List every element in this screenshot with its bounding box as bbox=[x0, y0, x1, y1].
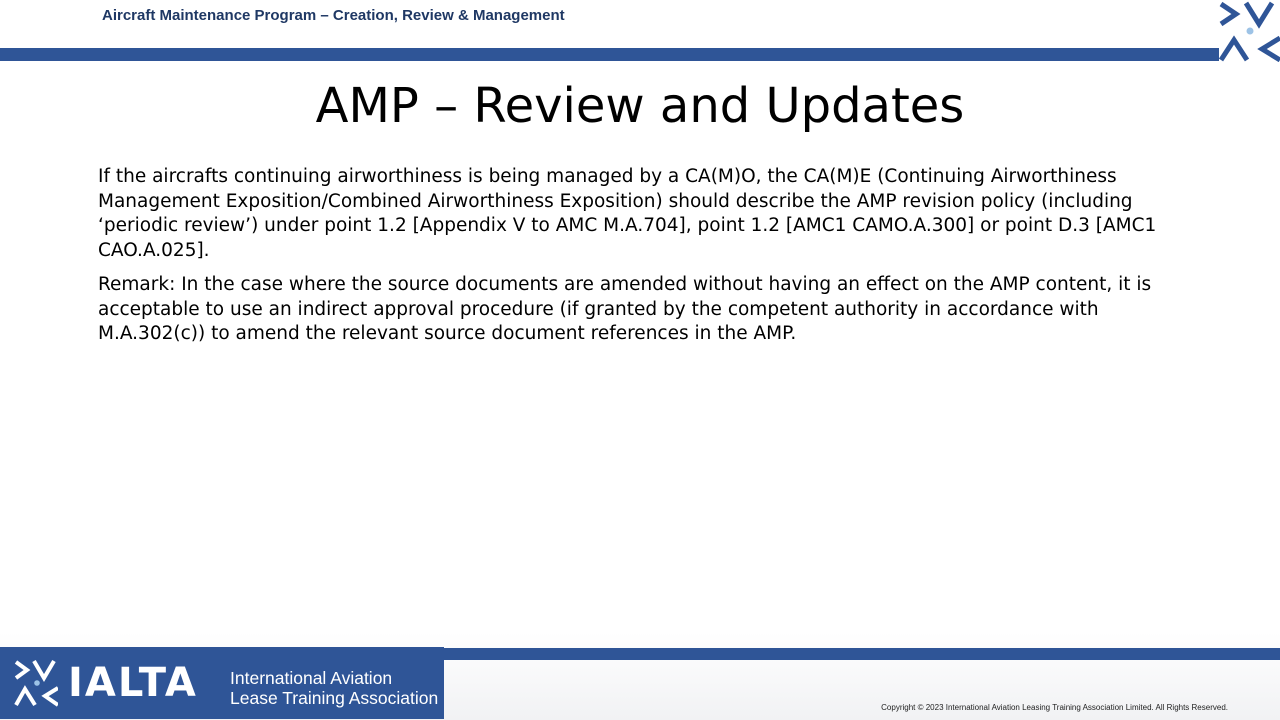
remark-paragraph: Remark: In the case where the source documents are amended without having an effect on the AMP content, it is acceptable to use an indirect approval procedure (if granted by the competent authority in accordance with M.A.302(c)) to amend the relevant source document references in the AMP. bbox=[98, 274, 1152, 344]
header-title: Aircraft Maintenance Program – Creation, Review & Management bbox=[102, 7, 565, 24]
header-divider-bar bbox=[0, 48, 1219, 61]
footer-org-line-1: International Aviation bbox=[230, 668, 393, 688]
footer-logo-block bbox=[0, 647, 444, 719]
copyright-notice: Copyright © 2023 International Aviation Leasing Training Association Limited. All Rights Reserved. bbox=[881, 703, 1228, 712]
footer-org-line-2: Lease Training Association bbox=[230, 688, 439, 708]
footer-divider-bar bbox=[440, 648, 1280, 660]
ialta-mark-icon bbox=[14, 659, 58, 707]
ialta-logo-icon bbox=[1218, 0, 1280, 62]
footer-org-name bbox=[230, 668, 438, 708]
footer-brand-name: IALTA bbox=[68, 660, 198, 706]
body-paragraph: If the aircrafts continuing airworthiness is being managed by a CA(M)O, the CA(M)E (Continuing Airworthiness Management Exposition/Combined Airworthiness Exposition) should describe the AMP revision policy (including ‘periodic review’) under point 1.2 [Appendix V to AMC M.A.704], point 1.2 [AMC1 CAMO.A.300] or point D.3 [AMC1 CAO.A.025]. bbox=[98, 166, 1157, 261]
slide-title: AMP – Review and Updates bbox=[315, 78, 965, 134]
slide-body bbox=[98, 165, 1168, 357]
